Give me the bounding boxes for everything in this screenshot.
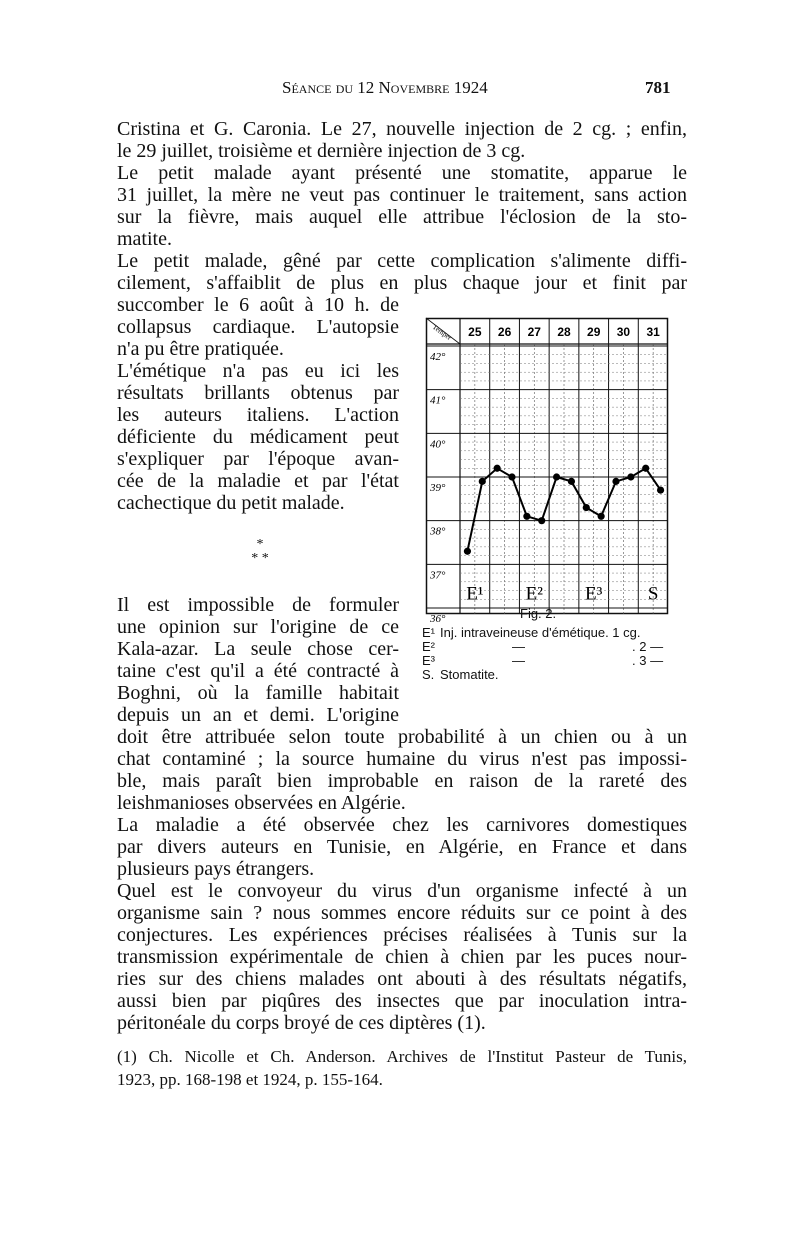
- legend-tail: . 3 —: [632, 653, 664, 668]
- legend-key: S.: [422, 667, 435, 682]
- temperature-point: [538, 517, 545, 524]
- temperature-point: [568, 478, 575, 485]
- event-marker: E¹: [466, 583, 484, 605]
- text-line: transmission expérimentale de chien à chien par les puces nour-: [117, 946, 687, 968]
- legend-tail: . 2 —: [632, 639, 664, 654]
- day-label: 31: [646, 325, 660, 339]
- temp-tick-label: 39°: [430, 482, 446, 494]
- asterism: * * *: [251, 537, 269, 566]
- text-line: chat contaminé ; la source humaine du virus n'est pas impossi-: [117, 748, 687, 770]
- text-line: s'expliquer par l'époque avan-: [117, 448, 399, 470]
- page-number: 781: [645, 78, 671, 97]
- text-line: Cristina et G. Caronia. Le 27, nouvelle injection de 2 cg. ; enfin,: [117, 118, 687, 140]
- temperature-point: [642, 465, 649, 472]
- temperature-point: [583, 504, 590, 511]
- text-line: Le petit malade ayant présenté une stomatite, apparue le: [117, 162, 687, 184]
- day-label: 30: [616, 325, 631, 339]
- text-line: ble, mais paraît bien improbable en raison de la rareté des: [117, 770, 687, 792]
- temperature-point: [479, 478, 486, 485]
- text-line: taine c'est qu'il a été contracté à: [117, 660, 399, 682]
- text-line: Il est impossible de formuler: [117, 594, 399, 616]
- temp-tick-label: 42°: [430, 351, 446, 363]
- legend-row: [422, 668, 692, 682]
- text-line: Quel est le convoyeur du virus d'un organisme infecté à un: [117, 880, 687, 902]
- event-marker: E²: [525, 583, 543, 605]
- running-title: Séance du 12 Novembre 1924: [282, 78, 488, 97]
- figure-legend: [422, 626, 692, 682]
- text-line: Kala-azar. La seule chose cer-: [117, 638, 399, 660]
- text-line: doit être attribuée selon toute probabilité à un chien ou à un: [117, 726, 687, 748]
- text-line: matite.: [117, 228, 172, 250]
- temperature-chart: [426, 318, 668, 625]
- temperature-point: [627, 473, 634, 480]
- temp-tick-label: 40°: [430, 438, 446, 451]
- text-line: ries sur des chiens malades ont abouti à des résultats négatifs,: [117, 968, 687, 990]
- day-label: 26: [497, 325, 512, 339]
- temperature-point: [657, 487, 664, 494]
- temp-tick-label: 41°: [430, 394, 446, 407]
- temp-tick-label: 36°: [430, 613, 446, 625]
- text-line: Boghni, où la famille habitait: [117, 682, 399, 704]
- figure-caption: Fig. 2.: [520, 606, 557, 621]
- text-line: plusieurs pays étrangers.: [117, 858, 315, 880]
- text-line: Le petit malade, gêné par cette complication s'alimente diffi-: [117, 250, 687, 272]
- event-marker: S: [647, 583, 659, 605]
- text-line: n'a pu être pratiquée.: [117, 338, 284, 360]
- legend-key: E³: [422, 653, 435, 668]
- legend-row: [422, 626, 692, 640]
- text-line: cée de la maladie et par l'état: [117, 470, 399, 492]
- day-label: 28: [557, 325, 571, 339]
- text-line: le 29 juillet, troisième et dernière injection de 3 cg.: [117, 140, 526, 162]
- legend-key: E²: [422, 639, 435, 654]
- text-line: succomber le 6 août à 10 h. de: [117, 294, 399, 316]
- chart-svg: [426, 318, 668, 625]
- text-line: L'émétique n'a pas eu ici les: [117, 360, 399, 382]
- corner-label: Temper: [430, 323, 453, 342]
- text-line: leishmanioses observées en Algérie.: [117, 792, 406, 814]
- temperature-point: [553, 473, 560, 480]
- legend-text: Stomatite.: [440, 667, 499, 682]
- day-label: 25: [468, 325, 482, 339]
- temp-tick-label: 38°: [430, 525, 446, 538]
- text-line: les auteurs italiens. L'action: [117, 404, 399, 426]
- chart-frame: [427, 319, 668, 614]
- text-line: sur la fièvre, mais auquel elle attribue l'éclosion de la sto-: [117, 206, 687, 228]
- footnote-line: (1) Ch. Nicolle et Ch. Anderson. Archives de l'Institut Pasteur de Tunis,: [117, 1047, 687, 1066]
- legend-row: [422, 654, 692, 668]
- footnote: [117, 1045, 687, 1091]
- text-line: organisme sain ? nous sommes encore réduits sur ce point à des: [117, 902, 687, 924]
- text-line: par divers auteurs en Tunisie, en Algérie, en France et dans: [117, 836, 687, 858]
- legend-text: —: [512, 639, 525, 654]
- temperature-point: [508, 473, 515, 480]
- legend-text: —: [512, 653, 525, 668]
- text-line: résultats brillants obtenus par: [117, 382, 399, 404]
- temperature-point: [598, 513, 605, 520]
- temperature-point: [494, 465, 501, 472]
- text-line: une opinion sur l'origine de ce: [117, 616, 399, 638]
- running-header: [0, 78, 800, 102]
- text-line: déficiente du médicament peut: [117, 426, 399, 448]
- temperature-point: [523, 513, 530, 520]
- text-line: cachectique du petit malade.: [117, 492, 345, 514]
- text-line: conjectures. Les expériences précises réalisées à Tunis sur la: [117, 924, 687, 946]
- footnote-line: 1923, pp. 168-198 et 1924, p. 155-164.: [117, 1070, 383, 1089]
- text-line: cilement, s'affaiblit de plus en plus chaque jour et finit par: [117, 272, 687, 294]
- text-line: 31 juillet, la mère ne veut pas continuer le traitement, sans action: [117, 184, 687, 206]
- text-line: péritonéale du corps broyé de ces diptères (1).: [117, 1012, 486, 1034]
- day-label: 29: [587, 325, 601, 339]
- text-line: depuis un an et demi. L'origine: [117, 704, 399, 726]
- legend-row: [422, 640, 692, 654]
- legend-key: E¹: [422, 625, 435, 640]
- text-line: La maladie a été observée chez les carnivores domestiques: [117, 814, 687, 836]
- text-line: aussi bien par piqûres des insectes que par inoculation intra-: [117, 990, 687, 1012]
- day-label: 27: [527, 325, 541, 339]
- event-marker: E³: [585, 583, 603, 605]
- legend-text: Inj. intraveineuse d'émétique. 1 cg.: [440, 625, 641, 640]
- temperature-point: [612, 478, 619, 485]
- temperature-point: [464, 548, 471, 555]
- temp-tick-label: 37°: [430, 569, 446, 582]
- text-line: collapsus cardiaque. L'autopsie: [117, 316, 399, 338]
